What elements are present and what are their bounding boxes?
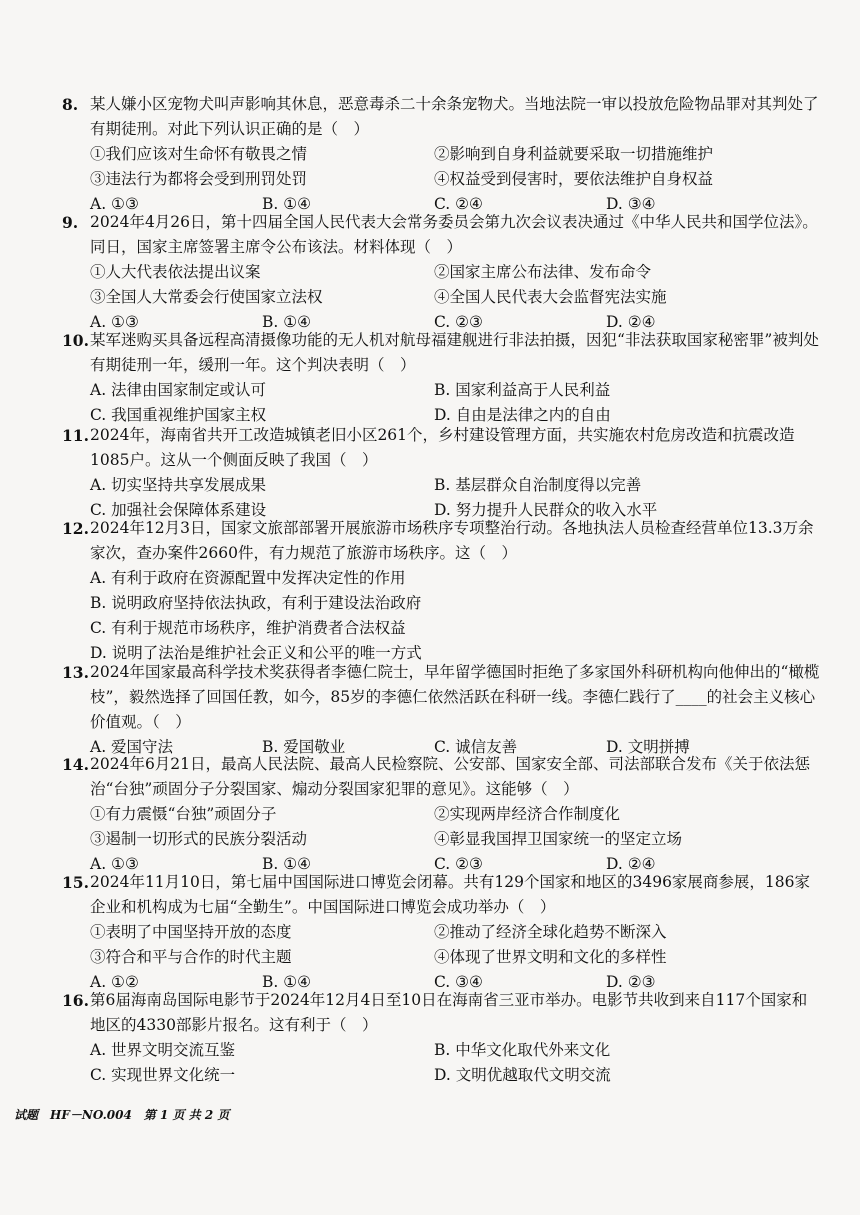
choice-a: A. 切实坚持共享发展成果 xyxy=(90,476,267,494)
statement: ③符合和平与合作的时代主题 xyxy=(90,948,292,966)
question-number: 16. xyxy=(62,991,89,1010)
statement: ①我们应该对生命怀有敬畏之情 xyxy=(90,145,308,163)
choice-b: B. 基层群众自治制度得以完善 xyxy=(434,476,642,494)
question-number: 8. xyxy=(62,95,79,114)
statement: ①人大代表依法提出议案 xyxy=(90,263,261,281)
question-14 xyxy=(62,752,822,877)
question-number: 15. xyxy=(62,873,89,892)
question-16 xyxy=(62,988,822,1088)
question-8 xyxy=(62,92,822,217)
question-stem: 某军迷购买具备远程高清摄像功能的无人机对航母福建舰进行非法拍摄，因犯“非法获取国家秘密罪”被判处有期徒刑一年，缓刑一年。这个判决表明（ ） xyxy=(90,331,819,374)
statement: ②影响到自身利益就要采取一切措施维护 xyxy=(434,145,714,163)
choice-c: C. ②④ xyxy=(434,195,483,213)
question-stem: 2024年国家最高科学技术奖获得者李德仁院士，早年留学德国时拒绝了多家国外科研机构向他伸出的“橄榄枝”，毅然选择了回国任教，如今，85岁的李德仁依然活跃在科研一线。李德仁践行了____的社会主义核心价值观。（ ） xyxy=(90,663,820,731)
statement: ④体现了世界文明和文化的多样性 xyxy=(434,948,667,966)
choice-b: B. ①④ xyxy=(262,973,312,991)
question-stem: 2024年，海南省共开工改造城镇老旧小区261个，乡村建设管理方面，共实施农村危房改造和抗震改造1085户。这从一个侧面反映了我国（ ） xyxy=(90,426,795,469)
choice-a: A. 世界文明交流互鉴 xyxy=(90,1041,236,1059)
choice-a: A. 有利于政府在资源配置中发挥决定性的作用 xyxy=(90,569,406,587)
choice-b: B. 爱国敬业 xyxy=(262,738,346,756)
choice-c: C. ③④ xyxy=(434,973,483,991)
choice-a: A. 爱国守法 xyxy=(90,738,174,756)
question-stem: 某人嫌小区宠物犬叫声影响其休息，恶意毒杀二十余条宠物犬。当地法院一审以投放危险物品罪对其判处了有期徒刑。对此下列认识正确的是（ ） xyxy=(90,95,819,138)
choice-d: D. 说明了法治是维护社会正义和公平的唯一方式 xyxy=(90,644,422,662)
choice-c: C. ②③ xyxy=(434,313,483,331)
question-stem: 2024年4月26日，第十四届全国人民代表大会常务委员会第九次会议表决通过《中华人民共和国学位法》。同日，国家主席签署主席令公布该法。材料体现（ ） xyxy=(90,213,818,256)
question-number: 10. xyxy=(62,331,89,350)
choice-b: B. 说明政府坚持依法执政，有利于建设法治政府 xyxy=(90,594,422,612)
question-number: 14. xyxy=(62,755,89,774)
choice-a: A. ①② xyxy=(90,973,139,991)
statement: ②实现两岸经济合作制度化 xyxy=(434,805,621,823)
choice-b: B. 国家利益高于人民利益 xyxy=(434,381,611,399)
choice-c: C. ②③ xyxy=(434,855,483,873)
statement: ④权益受到侵害时，要依法维护自身权益 xyxy=(434,170,714,188)
choice-a: A. 法律由国家制定或认可 xyxy=(90,381,267,399)
choice-d: D. 努力提升人民群众的收入水平 xyxy=(434,501,658,519)
choice-c: C. 我国重视维护国家主权 xyxy=(90,406,267,424)
choice-a: A. ①③ xyxy=(90,195,139,213)
choice-a: A. ①③ xyxy=(90,313,139,331)
choice-d: D. ③④ xyxy=(606,195,656,213)
choice-d: D. 自由是法律之内的自由 xyxy=(434,406,611,424)
choice-b: B. 中华文化取代外来文化 xyxy=(434,1041,611,1059)
question-11 xyxy=(62,423,822,523)
choice-b: B. ①④ xyxy=(262,855,312,873)
question-12 xyxy=(62,516,822,666)
question-number: 9. xyxy=(62,213,79,232)
choice-d: D. ②④ xyxy=(606,313,656,331)
choice-d: D. ②④ xyxy=(606,855,656,873)
statement: ③全国人大常委会行使国家立法权 xyxy=(90,288,323,306)
question-number: 13. xyxy=(62,663,89,682)
statement: ④全国人民代表大会监督宪法实施 xyxy=(434,288,667,306)
choice-a: A. ①③ xyxy=(90,855,139,873)
question-10 xyxy=(62,328,822,428)
question-number: 11. xyxy=(62,426,89,445)
statement: ③遏制一切形式的民族分裂活动 xyxy=(90,830,308,848)
question-stem: 2024年11月10日，第七届中国国际进口博览会闭幕。共有129个国家和地区的3496家展商参展，186家企业和机构成为七届“全勤生”。中国国际进口博览会成功举办（ ） xyxy=(90,873,811,916)
question-15 xyxy=(62,870,822,995)
statement: ②推动了经济全球化趋势不断深入 xyxy=(434,923,667,941)
statement: ①有力震慑“台独”顽固分子 xyxy=(90,805,277,823)
choice-c: C. 诚信友善 xyxy=(434,738,518,756)
statement: ③违法行为都将会受到刑罚处罚 xyxy=(90,170,308,188)
question-stem: 第6届海南岛国际电影节于2024年12月4日至10日在海南省三亚市举办。电影节共收到来自117个国家和地区的4330部影片报名。这有利于（ ） xyxy=(90,991,808,1034)
statement: ①表明了中国坚持开放的态度 xyxy=(90,923,292,941)
question-stem: 2024年12月3日，国家文旅部部署开展旅游市场秩序专项整治行动。各地执法人员检查经营单位13.3万余家次，查办案件2660件，有力规范了旅游市场秩序。这（ ） xyxy=(90,519,814,562)
statement: ②国家主席公布法律、发布命令 xyxy=(434,263,652,281)
statement: ④彰显我国捍卫国家统一的坚定立场 xyxy=(434,830,683,848)
choice-b: B. ①④ xyxy=(262,313,312,331)
choice-c: C. 加强社会保障体系建设 xyxy=(90,501,267,519)
choice-c: C. 有利于规范市场秩序，维护消费者合法权益 xyxy=(90,619,406,637)
choice-d: D. 文明优越取代文明交流 xyxy=(434,1066,611,1084)
question-number: 12. xyxy=(62,519,89,538)
choice-b: B. ①④ xyxy=(262,195,312,213)
question-stem: 2024年6月21日，最高人民法院、最高人民检察院、公安部、国家安全部、司法部联合发布《关于依法惩治“台独”顽固分子分裂国家、煽动分裂国家犯罪的意见》。这能够（ ） xyxy=(90,755,811,798)
question-13 xyxy=(62,660,822,760)
question-9 xyxy=(62,210,822,335)
page-footer: 试题 HF－NO.004 第 1 页 共 2 页 xyxy=(14,1108,230,1122)
choice-d: D. ②③ xyxy=(606,973,656,991)
choice-d: D. 文明拼搏 xyxy=(606,738,690,756)
choice-c: C. 实现世界文化统一 xyxy=(90,1066,236,1084)
